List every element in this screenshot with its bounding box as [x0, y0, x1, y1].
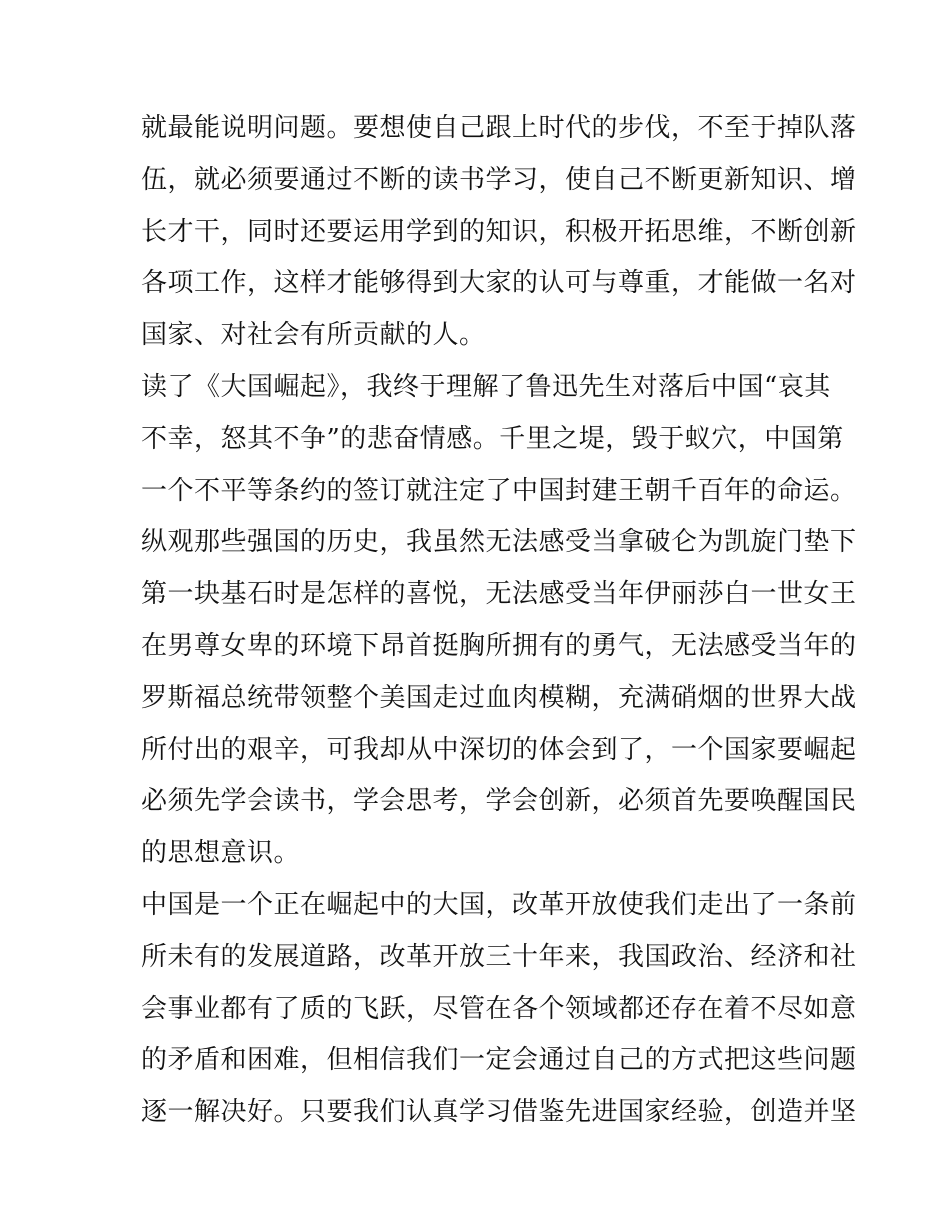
text-line: 在男尊女卑的环境下昂首挺胸所拥有的勇气，无法感受当年的 — [141, 630, 857, 661]
text-line: 不幸，怒其不争”的悲奋情感。千里之堤，毁于蚁穴，中国第 — [141, 423, 844, 454]
paragraph-1 — [141, 103, 857, 362]
text-line: 各项工作，这样才能够得到大家的认可与尊重，才能做一名对 — [141, 268, 857, 299]
paragraph-3 — [141, 880, 857, 1139]
text-line: 会事业都有了质的飞跃，尽管在各个领域都还存在着不尽如意 — [141, 993, 857, 1024]
text-line: 的矛盾和困难，但相信我们一定会通过自己的方式把这些问题 — [141, 1045, 857, 1076]
text-line: 国家、对社会有所贡献的人。 — [141, 320, 486, 351]
document-body — [141, 103, 857, 1139]
text-line: 所未有的发展道路，改革开放三十年来，我国政治、经济和社 — [141, 941, 857, 972]
paragraph-2 — [141, 362, 857, 880]
text-line: 罗斯福总统带领整个美国走过血肉模糊，充满硝烟的世界大战 — [141, 682, 857, 713]
text-line: 逐一解决好。只要我们认真学习借鉴先进国家经验，创造并坚 — [141, 1097, 857, 1128]
text-line: 就最能说明问题。要想使自己跟上时代的步伐，不至于掉队落 — [141, 113, 857, 143]
text-line: 第一块基石时是怎样的喜悦，无法感受当年伊丽莎白一世女王 — [141, 579, 857, 610]
text-line: 读了《大国崛起》，我终于理解了鲁迅先生对落后中国“哀其 — [141, 371, 831, 402]
text-line: 必须先学会读书，学会思考，学会创新，必须首先要唤醒国民 — [141, 786, 857, 817]
text-line: 所付出的艰辛，可我却从中深切的体会到了，一个国家要崛起 — [141, 734, 857, 765]
text-line: 的思想意识。 — [141, 838, 301, 869]
text-line: 纵观那些强国的历史，我虽然无法感受当拿破仑为凯旋门垫下 — [141, 527, 857, 558]
text-line: 伍，就必须要通过不断的读书学习，使自己不断更新知识、增 — [141, 164, 857, 195]
text-line: 一个不平等条约的签订就注定了中国封建王朝千百年的命运。 — [141, 475, 857, 506]
text-line: 长才干，同时还要运用学到的知识，积极开拓思维，不断创新 — [141, 216, 857, 247]
text-line: 中国是一个正在崛起中的大国，改革开放使我们走出了一条前 — [141, 889, 857, 920]
